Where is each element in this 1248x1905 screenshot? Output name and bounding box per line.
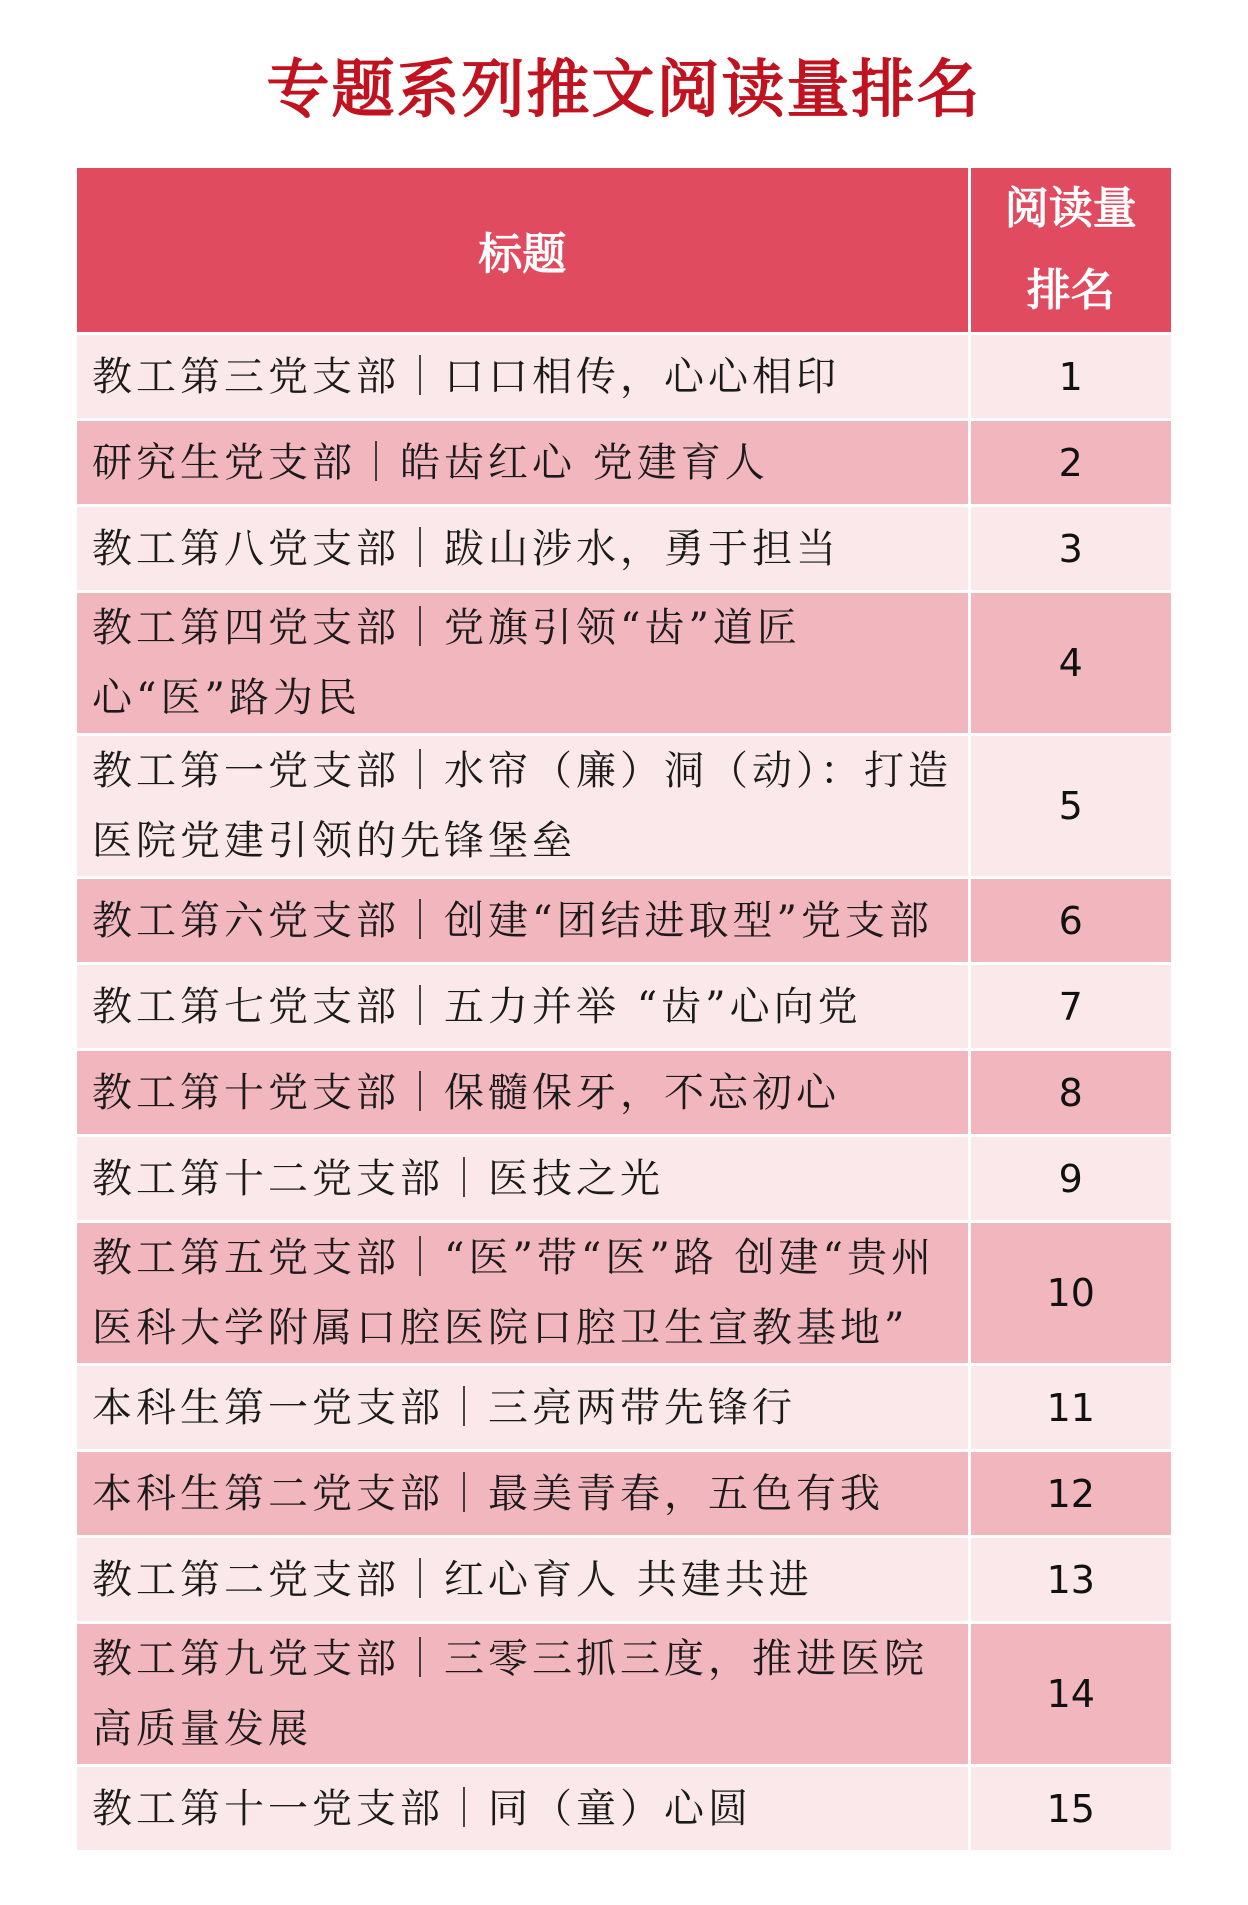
table-row [77,1365,1171,1451]
row-rank: 5 [969,735,1171,878]
row-title: 本科生第二党支部｜最美青春，五色有我 [77,1451,969,1537]
row-rank: 13 [969,1537,1171,1623]
row-title: 教工第十党支部｜保髓保牙，不忘初心 [77,1050,969,1136]
table-row [77,1623,1171,1766]
row-rank: 14 [969,1623,1171,1766]
page-title: 专题系列推文阅读量排名 [266,53,982,126]
row-rank: 1 [969,334,1171,420]
header-rank-line-1: 阅读量 [1004,183,1137,234]
row-rank: 12 [969,1451,1171,1537]
row-rank: 3 [969,506,1171,592]
row-rank: 15 [969,1766,1171,1852]
table-row [77,1136,1171,1222]
row-title: 本科生第一党支部｜三亮两带先锋行 [77,1365,969,1451]
row-title: 教工第二党支部｜红心育人 共建共进 [77,1537,969,1623]
table-row [77,506,1171,592]
row-rank: 9 [969,1136,1171,1222]
row-rank: 6 [969,878,1171,964]
row-rank: 8 [969,1050,1171,1136]
row-title: 教工第一党支部｜水帘（廉）洞（动）：打造医院党建引领的先锋堡垒 [77,735,969,878]
table-row [77,1766,1171,1852]
table-header-row [77,168,1171,334]
table-row [77,964,1171,1050]
row-rank: 11 [969,1365,1171,1451]
row-title: 研究生党支部｜皓齿红心 党建育人 [77,420,969,506]
table-row [77,735,1171,878]
row-title: 教工第十二党支部｜医技之光 [77,1136,969,1222]
row-rank: 2 [969,420,1171,506]
row-title: 教工第十一党支部｜同（童）心圆 [77,1766,969,1852]
row-title: 教工第四党支部｜党旗引领“齿”道匠心“医”路为民 [77,592,969,735]
row-title: 教工第六党支部｜创建“团结进取型”党支部 [77,878,969,964]
row-title: 教工第五党支部｜“医”带“医”路 创建“贵州医科大学附属口腔医院口腔卫生宣教基地” [77,1222,969,1365]
header-rank-column [969,168,1171,334]
ranking-table [77,168,1171,1853]
table-row [77,1050,1171,1136]
table-row [77,1537,1171,1623]
row-rank: 4 [969,592,1171,735]
table-row [77,334,1171,420]
table-row [77,1222,1171,1365]
header-title-column: 标题 [77,168,969,334]
table-row [77,878,1171,964]
table-row [77,592,1171,735]
header-rank-line-2: 排名 [1026,265,1115,316]
row-rank: 7 [969,964,1171,1050]
row-title: 教工第七党支部｜五力并举 “齿”心向党 [77,964,969,1050]
row-title: 教工第九党支部｜三零三抓三度，推进医院高质量发展 [77,1623,969,1766]
row-title: 教工第八党支部｜跋山涉水，勇于担当 [77,506,969,592]
row-title: 教工第三党支部｜口口相传，心心相印 [77,334,969,420]
row-rank: 10 [969,1222,1171,1365]
table-row [77,420,1171,506]
table-row [77,1451,1171,1537]
